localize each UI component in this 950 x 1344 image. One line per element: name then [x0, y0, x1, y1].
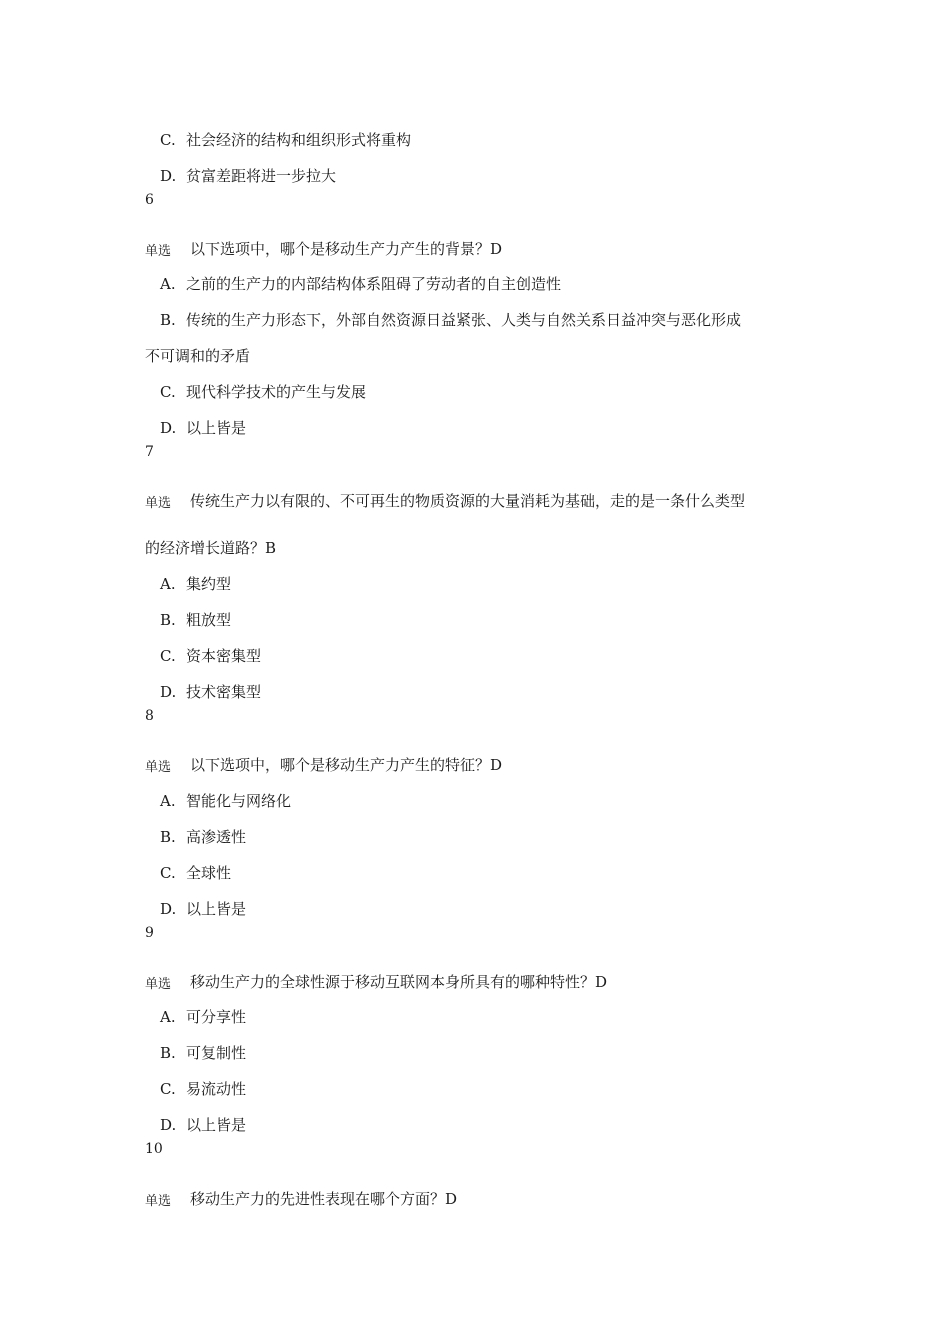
question-number: 9: [145, 925, 154, 941]
question-type-tag: 单选: [145, 760, 172, 775]
option-d: D. 以上皆是: [160, 419, 247, 437]
question-type-tag: 单选: [145, 977, 172, 992]
option-a: A. 可分享性: [160, 1008, 247, 1026]
question-stem: 以下选项中，哪个是移动生产力产生的背景？D: [190, 240, 503, 258]
question-stem: 以下选项中，哪个是移动生产力产生的特征？D: [190, 756, 503, 774]
question-number: 7: [145, 444, 154, 460]
option-d: D. 贫富差距将进一步拉大: [160, 167, 337, 185]
question-number: 10: [145, 1141, 163, 1157]
question-stem: 移动生产力的全球性源于移动互联网本身所具有的哪种特性？D: [190, 973, 608, 991]
option-c: C. 全球性: [160, 864, 232, 882]
question-type-tag: 单选: [145, 496, 172, 511]
question-number: 6: [145, 192, 154, 208]
option-a: A. 集约型: [160, 575, 232, 593]
question-stem: 传统生产力以有限的、不可再生的物质资源的大量消耗为基础，走的是一条什么类型: [190, 492, 746, 510]
option-b: B. 传统的生产力形态下，外部自然资源日益紧张、人类与自然关系日益冲突与恶化形成: [160, 311, 742, 329]
option-d: D. 以上皆是: [160, 900, 247, 918]
option-c: C. 社会经济的结构和组织形式将重构: [160, 131, 412, 149]
option-c: C. 资本密集型: [160, 647, 262, 665]
question-type-tag: 单选: [145, 1194, 172, 1209]
option-d: D. 技术密集型: [160, 683, 262, 701]
question-number: 8: [145, 708, 154, 724]
option-b: B. 高渗透性: [160, 828, 247, 846]
option-c: C. 现代科学技术的产生与发展: [160, 383, 367, 401]
option-a: A. 之前的生产力的内部结构体系阻碍了劳动者的自主创造性: [160, 275, 562, 293]
option-c: C. 易流动性: [160, 1080, 247, 1098]
option-a: A. 智能化与网络化: [160, 792, 292, 810]
question-type-tag: 单选: [145, 244, 172, 259]
option-b: B. 可复制性: [160, 1044, 247, 1062]
option-b: B. 粗放型: [160, 611, 232, 629]
question-stem: 移动生产力的先进性表现在哪个方面？D: [190, 1190, 458, 1208]
option-d: D. 以上皆是: [160, 1116, 247, 1134]
option-b-continuation: 不可调和的矛盾: [145, 347, 251, 365]
question-stem-continuation: 的经济增长道路？B: [145, 539, 277, 557]
